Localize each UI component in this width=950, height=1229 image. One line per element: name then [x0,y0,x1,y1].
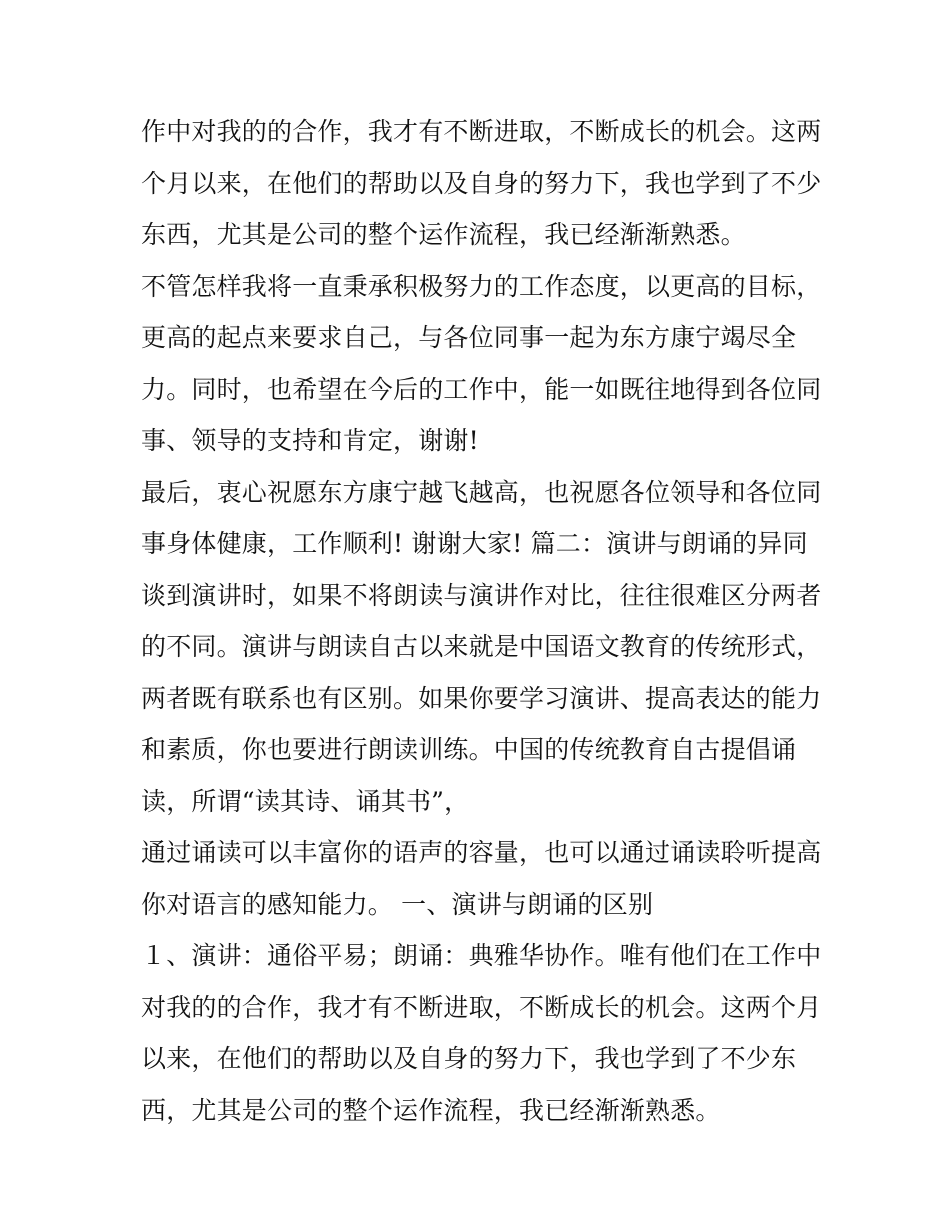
text-line: 个月以来，在他们的帮助以及自身的努力下，我也学到了不少 [141,168,822,198]
text-line: 东西，尤其是公司的整个运作流程，我已经渐渐熟悉。 [141,220,746,249]
text-line: 最后，衷心祝愿东方康宁越飞越高，也祝愿各位领导和各位同 [141,477,822,507]
text-line: 作中对我的的合作，我才有不断进取，不断成长的机会。这两 [141,117,822,146]
document-text-block [141,106,821,1136]
text-line: 力。同时，也希望在今后的工作中，能一如既往地得到各位同 [141,374,822,404]
text-line: 和素质，你也要进行朗读训练。中国的传统教育自古提倡诵 [141,735,797,764]
text-line: 谈到演讲时，如果不将朗读与演讲作对比，往往很难区分两者 [141,580,822,610]
text-line: 的不同。演讲与朗读自古以来就是中国语文教育的传统形式， [141,632,822,661]
text-line: 以来，在他们的帮助以及自身的努力下，我也学到了不少东 [141,1044,797,1073]
text-line: 对我的的合作，我才有不断进取，不断成长的机会。这两个月 [141,992,822,1022]
text-line: 更高的起点来要求自己，与各位同事一起为东方康宁竭尽全 [141,323,797,352]
text-line: １、演讲：通俗平易；朗诵：典雅华协作。唯有他们在工作中 [141,941,822,970]
text-line: 你对语言的感知能力。 一、演讲与朗诵的区别 [141,889,654,919]
text-line: 不管怎样我将一直秉承积极努力的工作态度，以更高的目标， [141,271,822,301]
text-line: 事、领导的支持和肯定，谢谢! [141,426,479,455]
text-line: 通过诵读可以丰富你的语声的容量，也可以通过诵读聆听提高 [141,838,822,867]
text-line: 事身体健康，工作顺利! 谢谢大家! 篇二：演讲与朗诵的异同 [141,529,808,558]
text-line: 读，所谓“读其诗、诵其书”， [141,786,470,816]
text-line: 两者既有联系也有区别。如果你要学习演讲、提高表达的能力 [141,683,822,713]
text-line: 西，尤其是公司的整个运作流程，我已经渐渐熟悉。 [141,1095,721,1125]
